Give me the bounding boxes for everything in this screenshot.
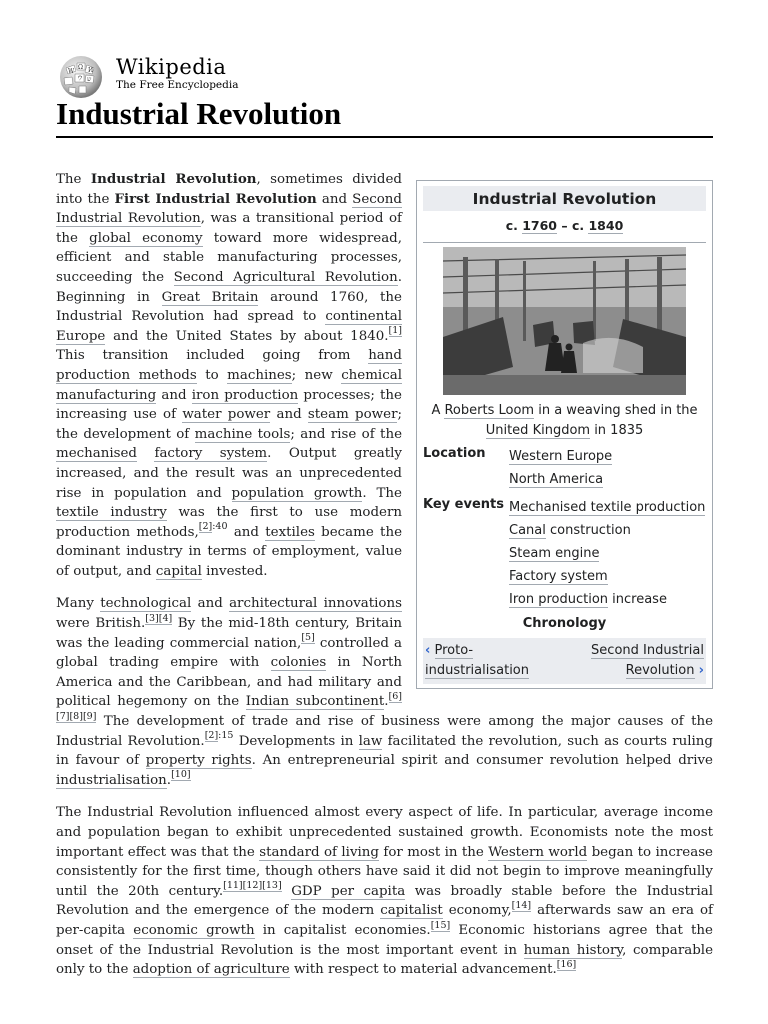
article-link[interactable]: law <box>358 733 383 749</box>
article-link[interactable]: colonies <box>270 655 327 671</box>
article-link[interactable]: machines <box>227 367 292 383</box>
infobox-dates: c. 1760 – c. 1840 <box>423 211 706 243</box>
infobox-location-row <box>423 444 706 492</box>
citation-link[interactable]: [3] <box>145 612 159 624</box>
article-link[interactable]: standard of living <box>259 844 379 860</box>
key-events-label: Key events <box>423 497 504 512</box>
article-link[interactable]: capital <box>155 563 202 579</box>
svg-text:ウ: ウ <box>77 75 84 82</box>
link-roberts-loom[interactable]: Roberts Loom <box>444 403 535 418</box>
citation-link[interactable]: [4] <box>158 612 173 624</box>
infobox-caption: A Roberts Loom in a weaving shed in the United Kingdom in 1835 <box>431 403 698 438</box>
chevron-right-icon: › <box>698 663 704 678</box>
citation-link[interactable]: [15] <box>430 919 451 931</box>
wikipedia-globe-logo[interactable] <box>56 54 106 100</box>
citation-link[interactable]: [1] <box>388 325 402 337</box>
citation-link[interactable]: [6] <box>388 690 402 702</box>
article-link[interactable]: global economy <box>89 230 203 246</box>
svg-text:W: W <box>68 68 75 75</box>
article-link[interactable]: adoption of agriculture <box>132 962 290 978</box>
article-link[interactable]: economic growth <box>133 922 255 938</box>
article-body <box>56 170 713 993</box>
article-link[interactable]: machine tools <box>194 426 291 442</box>
article-link[interactable]: Indian subcontinent <box>245 694 385 710</box>
citation-link[interactable]: [12] <box>242 880 263 892</box>
article-link[interactable]: GDP per capita <box>291 883 406 899</box>
article-link[interactable]: Western world <box>488 844 588 860</box>
page-header <box>56 52 713 140</box>
link-western-europe[interactable]: Western Europe <box>509 449 613 464</box>
citation-link[interactable]: [2] <box>198 521 213 533</box>
citation-link[interactable]: [16] <box>556 958 577 970</box>
article-link[interactable]: mechanised <box>56 446 138 462</box>
svg-text:ש: ש <box>87 76 92 83</box>
infobox <box>416 180 713 689</box>
infobox-title: Industrial Revolution <box>423 186 706 211</box>
article-link[interactable]: chemical manufacturing <box>56 367 402 403</box>
svg-text:Ω: Ω <box>78 64 83 71</box>
location-label: Location <box>423 446 486 461</box>
article-link[interactable]: architectural innovations <box>229 596 402 612</box>
link-proto-industrialisation-l2[interactable]: industrialisation <box>425 663 529 678</box>
article-link[interactable]: property rights <box>145 753 252 769</box>
article-link[interactable]: Second Agricultural Revolution <box>173 269 398 285</box>
link-mechanised-textile-production[interactable]: Mechanised textile production <box>509 500 706 515</box>
citation-link[interactable]: [11] <box>223 880 243 892</box>
weaving-shed-engraving-image[interactable] <box>443 247 686 395</box>
link-second-industrial-revolution-l2[interactable]: Revolution <box>625 663 695 678</box>
page-title: Industrial Revolution <box>56 96 342 131</box>
article-link[interactable]: textile industry <box>56 505 167 521</box>
link-1760[interactable]: 1760 <box>522 218 558 233</box>
article-link[interactable]: steam power <box>307 407 398 423</box>
chevron-left-icon: ‹ <box>425 643 431 658</box>
citation-link[interactable]: [10] <box>171 769 191 781</box>
article-link[interactable]: technological <box>100 596 192 612</box>
paragraph-3: The Industrial Revolution influenced almost every aspect of life. In particular, average income and population began to exhibit unprecedented sustained growth. Economists note the most important effect was that the standard of living for most in the Western world began to increase consistently for the first time, though others have said it did not begin to improve meaningfully until the 20th century.[11][12][13] GDP per capita was broadly stable before the Industrial Revolution and the emergence of the modern capitalist economy,[14] afterwards saw an era of per-capita economic growth in capitalist economies.[15] Economic historians agree that the onset of the Industrial Revolution is the most important event in human history, comparable only to the adoption of agriculture with respect to material advancement.[16] <box>56 805 714 978</box>
article-link[interactable]: industrialisation <box>56 772 167 788</box>
article-link[interactable]: textiles <box>265 524 315 540</box>
citation-link[interactable]: [14] <box>511 899 532 911</box>
link-proto-industrialisation-l1[interactable]: Proto- <box>434 643 474 658</box>
article-link[interactable]: factory system <box>154 446 268 462</box>
link-steam-engine[interactable]: Steam engine <box>509 546 600 561</box>
wikipedia-wordmark[interactable]: Wikipedia <box>116 55 227 79</box>
link-second-industrial-revolution-l1[interactable]: Second Industrial <box>591 643 704 658</box>
paragraph-1: The Industrial Revolution, sometimes divided into the First Industrial Revolution and Second Industrial Revolution, was a transitional period of the global economy toward more widespread, efficient and stable manufacturing processes, succeeding the Second Agricultural Revolution. Beginning in Great Britain around 1760, the Industrial Revolution had spread to continental Europe and the United States by about 1840.[1] This transition included going from hand production methods to machines; new chemical manufacturing and iron production processes; the increasing use of water power and steam power; the development of machine tools; and rise of the mechanised factory system. Output greatly increased, and the result was an unprecedented rise in population and population growth. The textile industry was the first to use modern production methods,$^{[2]:40}$ and textiles became the dominant industry in terms of employment, value of output, and capital invested. <box>56 171 403 579</box>
previous-era[interactable] <box>425 641 529 681</box>
chronology-heading: Chronology <box>522 616 607 631</box>
article-link[interactable]: hand production methods <box>56 348 402 383</box>
link-1840[interactable]: 1840 <box>588 218 624 233</box>
link-canal[interactable]: Canal <box>509 523 546 538</box>
article-link[interactable]: Great Britain <box>161 289 259 305</box>
link-north-america[interactable]: North America <box>509 472 604 487</box>
citation-link[interactable]: [7] <box>56 710 70 722</box>
article-link[interactable]: Second Industrial Revolution <box>56 191 402 227</box>
link-factory-system[interactable]: Factory system <box>509 569 608 584</box>
infobox-events-row: Key events Mechanised textile production Canal construction Steam engine Factory system Iron production increase <box>423 495 706 612</box>
next-era[interactable] <box>591 641 704 681</box>
citation-link[interactable]: [2] <box>204 730 219 742</box>
link-united-kingdom[interactable]: United Kingdom <box>485 422 591 438</box>
link-iron-production[interactable]: Iron production <box>509 592 609 607</box>
wikipedia-tagline: The Free Encyclopedia <box>116 79 239 91</box>
article-link[interactable]: water power <box>182 407 271 423</box>
article-link[interactable]: continental Europe <box>56 309 402 344</box>
svg-text:И: И <box>88 67 94 74</box>
citation-link[interactable]: [8] <box>69 710 83 722</box>
title-divider <box>56 136 713 138</box>
citation-link[interactable]: [13] <box>262 880 282 892</box>
citation-link[interactable]: [5] <box>301 632 315 644</box>
article-link[interactable]: capitalist <box>380 903 443 919</box>
citation-link[interactable]: [9] <box>82 710 97 722</box>
article-link[interactable]: iron production <box>191 387 299 403</box>
paragraph-2: Many technological and architectural innovations were British.[3][4] By the mid-18th century, Britain was the leading commercial nation,[5] controlled a global trading empire with colonies in North America and the Caribbean, and had military and political hegemony on the Indian subcontinent.[6][7][8][9] The development of trade and rise of business were among the major causes of the Industrial Revolution.$^{[2]:15}$ Developments in law facilitated the revolution, such as courts ruling in favour of property rights. An entrepreneurial spirit and consumer revolution helped drive industrialisation.[10] <box>56 596 714 788</box>
article-link[interactable]: human history <box>523 942 623 958</box>
article-link[interactable]: population growth <box>231 485 363 501</box>
chronology-nav <box>423 638 706 684</box>
